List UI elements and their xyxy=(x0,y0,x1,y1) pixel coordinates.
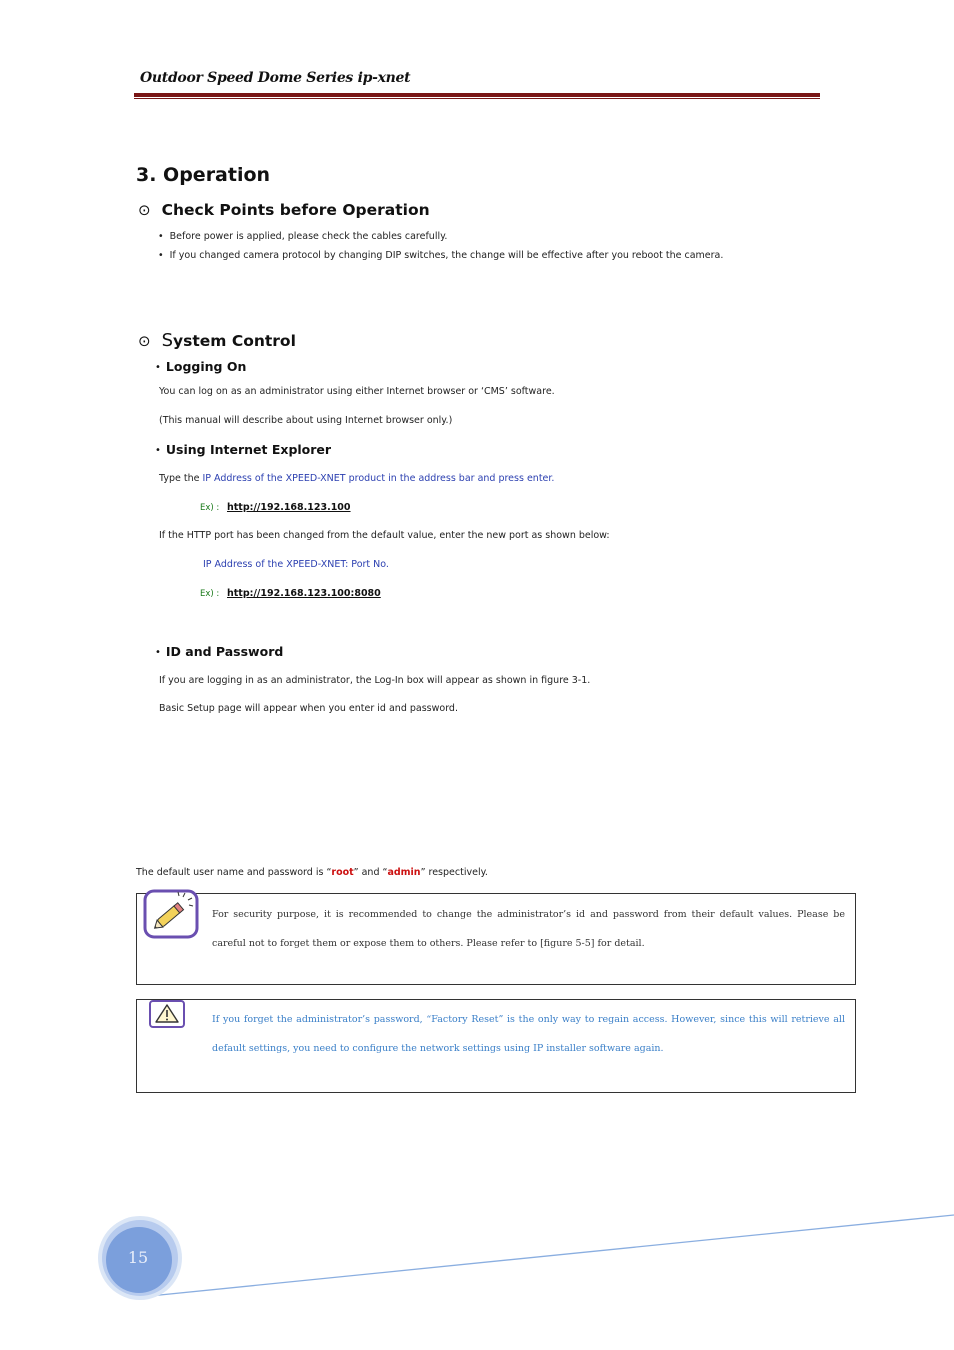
warning-icon xyxy=(149,1000,185,1028)
default-credentials-note xyxy=(136,867,488,878)
example-1 xyxy=(200,502,351,513)
example-label: Ex) : xyxy=(200,503,222,513)
circle-bullet-icon: ⊙ xyxy=(138,332,151,350)
header-rule-thin xyxy=(134,98,820,99)
default-note-prefix: The default user name and password is “ xyxy=(136,867,332,878)
system-control-title-initial: S xyxy=(161,330,174,351)
logging-on-line2: (This manual will describe about using Internet browser only.) xyxy=(159,415,453,426)
example-label: Ex) : xyxy=(200,589,222,599)
id-password-heading: • ID and Password xyxy=(155,644,284,659)
warning-box xyxy=(136,999,856,1093)
id-password-title: ID and Password xyxy=(165,644,284,659)
default-note-suffix: ” respectively. xyxy=(420,867,488,878)
header-rule xyxy=(134,93,820,97)
default-username: root xyxy=(331,867,354,878)
system-control-title: ystem Control xyxy=(173,332,296,350)
default-password: admin xyxy=(387,867,421,878)
check-points-title: Check Points before Operation xyxy=(161,201,430,219)
page-number: 15 xyxy=(127,1248,149,1267)
circle-bullet-icon: ⊙ xyxy=(138,201,151,219)
logging-on-title: Logging On xyxy=(165,359,247,374)
pencil-note-icon xyxy=(143,889,199,939)
logging-on-line1: You can log on as an administrator using either Internet browser or ‘CMS’ software. xyxy=(159,386,555,397)
warning-text: If you forget the administrator’s password, “Factory Reset” is the only way to regain access. However, since this will retrieve all default settings, you need to configure the network settings using IP installer software again. xyxy=(212,1014,845,1054)
check-points-heading xyxy=(138,201,430,219)
type-blue-text: IP Address of the XPEED-XNET product in the address bar and press enter. xyxy=(202,473,555,484)
check-item-text: Before power is applied, please check the cables carefully. xyxy=(169,231,448,242)
header-title: Outdoor Speed Dome Series ip-xnet xyxy=(140,70,411,86)
section-title: 3. Operation xyxy=(136,164,271,186)
id-password-line2: Basic Setup page will appear when you enter id and password. xyxy=(159,703,458,714)
system-control-heading xyxy=(138,330,296,351)
logging-on-heading: • Logging On xyxy=(155,359,247,374)
internet-explorer-title: Using Internet Explorer xyxy=(165,442,332,457)
note-box xyxy=(136,893,856,985)
check-item: • If you changed camera protocol by changing DIP switches, the change will be effective after you reboot the camera. xyxy=(158,250,724,261)
check-item-text: If you changed camera protocol by changing DIP switches, the change will be effective after you reboot the camera. xyxy=(169,250,724,261)
note-text: For security purpose, it is recommended to change the administrator’s id and password from their default values. Please be careful not to forget them or expose them to others. Please refer to [figure 5-5] for detail. xyxy=(212,909,845,949)
example-url-link[interactable]: http://192.168.123.100 xyxy=(227,502,351,513)
internet-explorer-heading: • Using Internet Explorer xyxy=(155,442,332,457)
port-format: IP Address of the XPEED-XNET: Port No. xyxy=(203,559,389,570)
id-password-line1: If you are logging in as an administrator, the Log-In box will appear as shown in figure 3-1. xyxy=(159,675,591,686)
port-instruction: If the HTTP port has been changed from the default value, enter the new port as shown below: xyxy=(159,530,610,541)
check-item: • Before power is applied, please check the cables carefully. xyxy=(158,231,448,242)
example-2 xyxy=(200,588,381,599)
type-prefix: Type the xyxy=(159,473,203,484)
footer-decoration xyxy=(0,1195,954,1350)
example-url-link[interactable]: http://192.168.123.100:8080 xyxy=(227,588,381,599)
type-instruction xyxy=(159,473,554,484)
default-note-middle: ” and “ xyxy=(353,867,388,878)
